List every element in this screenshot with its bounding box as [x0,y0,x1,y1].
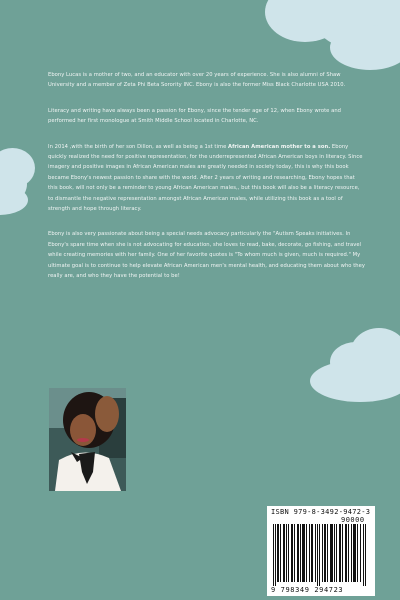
author-photo [49,388,126,491]
price-code: 90000 [341,516,365,524]
author-bio [48,70,366,297]
bio-paragraph-3-bold: African American mother to a son. [228,143,331,150]
bio-paragraph-4: Ebony is also very passionate about being a special needs advocacy particularly the "Autism Speaks initiatives. In Ebony's spare time when she is not advocating for education, she loves to read, bake, decorate, go fishing, and travel while creating memories with her family. One of her favorite quotes is "To whom much is given, much is required." My ultimate goal is to continue to help elevate African American men's mental health, and educating them about who they really are, and who they have the potential to be! [48,231,365,280]
isbn-number: ISBN 979-8-3492-9472-3 [271,508,371,516]
bio-paragraph-3-rest: Ebony quickly realized the need for positive representation, for the underrepresented African American boys in literacy. Since imagery and positive images in African American males are greatly needed in society today, this is why this book became Ebony's newest passion to share with the world. After 2 years of writing and researching, Ebony hopes that this book, will not only be a reminder to young African American males,, but this book will also be a literacy resource, to dismantle the negative representation amongst African American males, while utilizing this book as a tool of strength and hope through literacy. [48,143,363,213]
barcode-bars [271,524,371,586]
bio-paragraph-3 [48,142,366,215]
bio-paragraph-3-start: In 2014 ,with the birth of her son Dillon, as well as being a 1st time [48,143,229,150]
bio-paragraph-1: Ebony Lucas is a mother of two, and an educator with over 20 years of experience. She is also alumni of Shaw University and a member of Zeta Phi Beta Sorority INC. Ebony is also the former Miss Black Charlotte USA 2010. [48,72,346,89]
bio-paragraph-2: Literacy and writing have always been a passion for Ebony, since the tender age of 12, when Ebony wrote and performed her first monologue at Smith Middle School located in Charlotte, NC. [48,107,342,125]
isbn-barcode [267,506,375,596]
barcode-digits: 9 798349 294723 [271,586,344,594]
